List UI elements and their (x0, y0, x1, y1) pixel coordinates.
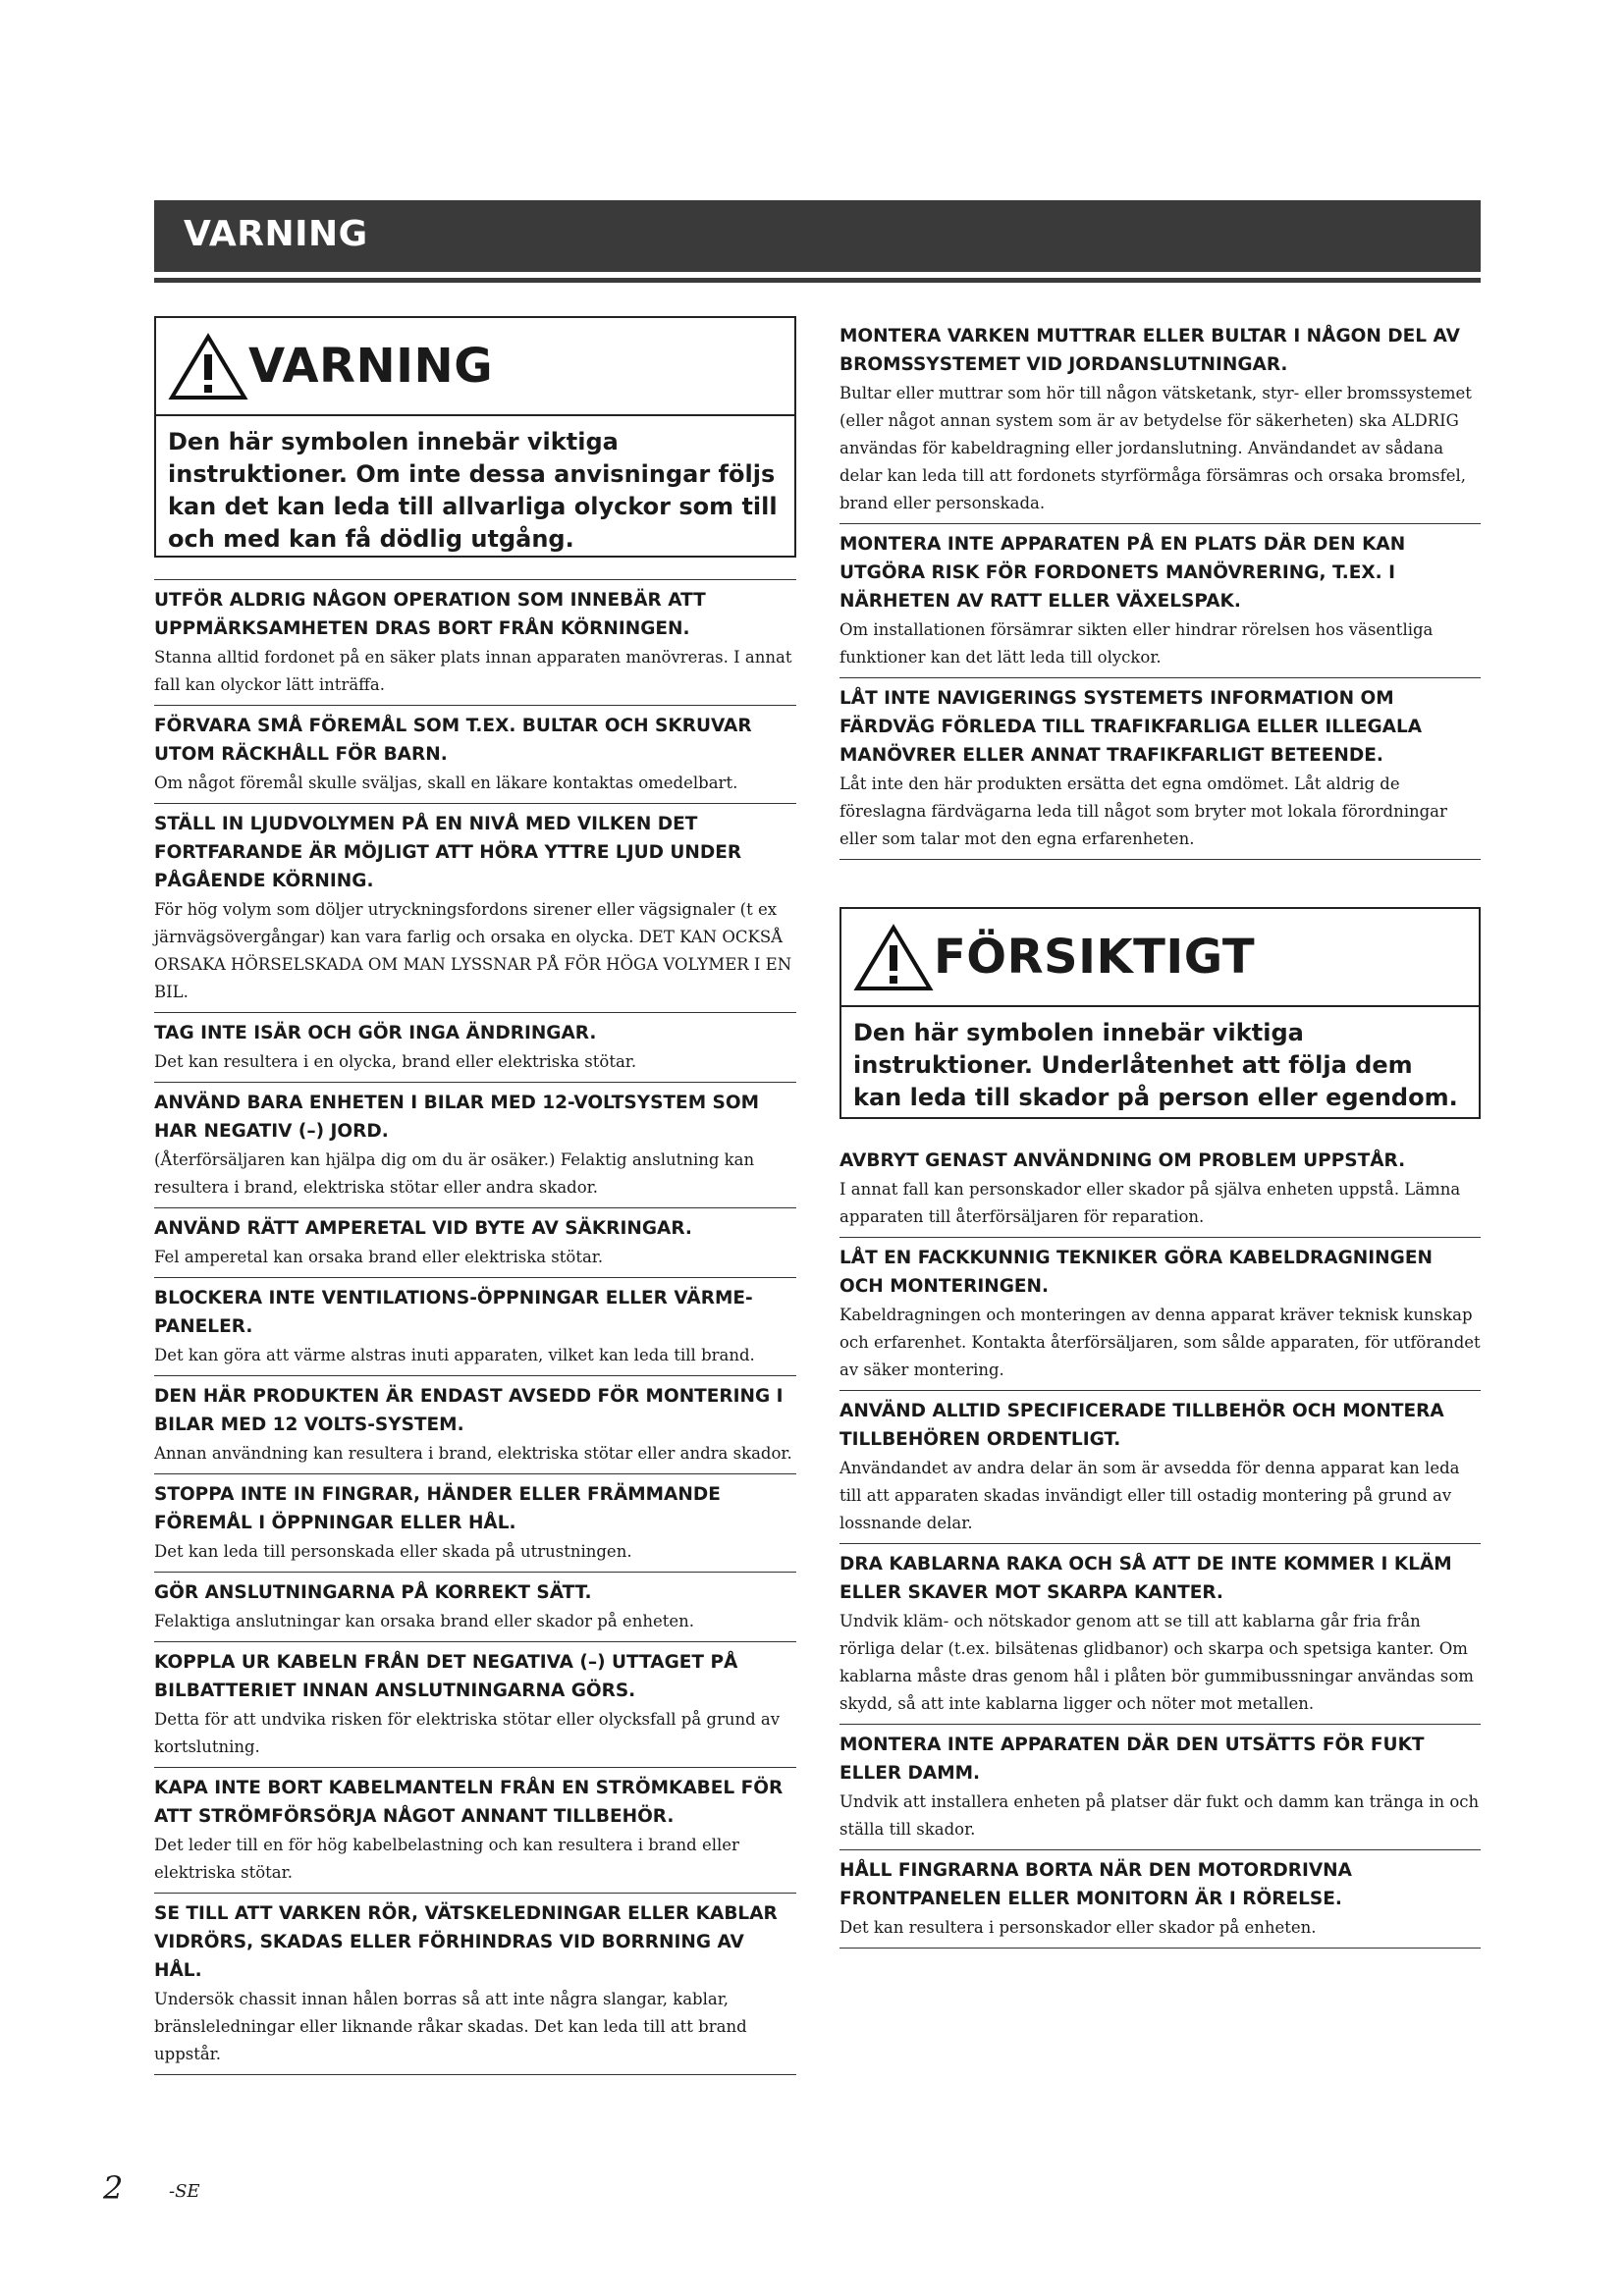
right-item-list-bottom (839, 1141, 1481, 1949)
warning-item (154, 1894, 796, 2075)
section-title: VARNING (184, 214, 368, 254)
warning-item (839, 1238, 1481, 1391)
warning-item (839, 1544, 1481, 1725)
warning-item-body: Det leder till en för hög kabelbelastning och kan resultera i brand eller elektriska stötar. (154, 1836, 739, 1882)
warning-item (154, 1208, 796, 1278)
caution-box-title: FÖRSIKTIGT (934, 930, 1256, 985)
warning-item (154, 1768, 796, 1894)
warning-item-body: (Återförsäljaren kan hjälpa dig om du är osäker.) Felaktig anslutning kan resultera i brand, elektriska stötar eller andra skador. (154, 1150, 755, 1197)
warning-item-heading: FÖRVARA SMÅ FÖREMÅL SOM T.EX. BULTAR OCH SKRUVAR UTOM RÄCKHÅLL FÖR BARN. (154, 716, 752, 765)
warning-item-body: Det kan leda till personskada eller skada på utrustningen. (154, 1542, 632, 1561)
warning-item-body: Om något föremål skulle sväljas, skall en läkare kontaktas omedelbart. (154, 774, 738, 792)
language-suffix: -SE (169, 2181, 200, 2202)
warning-item (839, 1850, 1481, 1949)
warning-item-body: Annan användning kan resultera i brand, elektriska stötar eller andra skador. (154, 1444, 792, 1463)
warning-item-heading: LÅT INTE NAVIGERINGS SYSTEMETS INFORMATION OM FÄRDVÄG FÖRLEDA TILL TRAFIKFARLIGA ELLER ILLEGALA MANÖVRER ELLER ANNAT TRAFIKFARLIGT BETEENDE. (839, 688, 1423, 766)
warning-item-body: Felaktiga anslutningar kan orsaka brand eller skador på enheten. (154, 1612, 694, 1630)
warning-item-heading: UTFÖR ALDRIG NÅGON OPERATION SOM INNEBÄR ATT UPPMÄRKSAMHETEN DRAS BORT FRÅN KÖRNINGEN. (154, 590, 706, 639)
warning-item-heading: GÖR ANSLUTNINGARNA PÅ KORREKT SÄTT. (154, 1582, 592, 1603)
left-column (154, 316, 796, 2075)
page-number: 2 (103, 2169, 124, 2207)
warning-item-heading: DRA KABLARNA RAKA OCH SÅ ATT DE INTE KOMMER I KLÄM ELLER SKAVER MOT SKARPA KANTER. (839, 1554, 1452, 1603)
warning-item-heading: MONTERA INTE APPARATEN DÄR DEN UTSÄTTS FÖR FUKT ELLER DAMM. (839, 1735, 1425, 1784)
warning-item-heading: KOPPLA UR KABELN FRÅN DET NEGATIVA (–) UTTAGET PÅ BILBATTERIET INNAN ANSLUTNINGARNA GÖRS. (154, 1652, 738, 1701)
caution-box-title-row (841, 909, 1479, 1007)
warning-item-heading: TAG INTE ISÄR OCH GÖR INGA ÄNDRINGAR. (154, 1023, 597, 1043)
warning-item-heading: STOPPA INTE IN FINGRAR, HÄNDER ELLER FRÄMMANDE FÖREMÅL I ÖPPNINGAR ELLER HÅL. (154, 1484, 721, 1533)
warning-item-heading: HÅLL FINGRARNA BORTA NÄR DEN MOTORDRIVNA FRONTPANELEN ELLER MONITORN ÄR I RÖRELSE. (839, 1860, 1352, 1909)
warning-item (154, 1278, 796, 1376)
warning-item (154, 1474, 796, 1573)
warning-triangle-icon (168, 331, 248, 401)
caution-box (839, 907, 1481, 1119)
warning-box-title-row (156, 318, 794, 416)
warning-item-heading: SE TILL ATT VARKEN RÖR, VÄTSKELEDNINGAR ELLER KABLAR VIDRÖRS, SKADAS ELLER FÖRHINDRAS VID BORRNING AV HÅL. (154, 1903, 778, 1981)
warning-item (839, 316, 1481, 524)
warning-item-body: Undersök chassit innan hålen borras så att inte några slangar, kablar, bränsleledningar eller liknande råkar skadas. Det kan leda till att brand uppstår. (154, 1990, 747, 2063)
warning-item-body: Undvik att installera enheten på platser där fukt och damm kan tränga in och ställa till skador. (839, 1792, 1480, 1839)
warning-item (154, 580, 796, 706)
warning-item-body: Låt inte den här produkten ersätta det egna omdömet. Låt aldrig de föreslagna färdvägarna leda till något som bryter mot lokala förordningar eller som talar mot den egna erfarenheten. (839, 774, 1447, 848)
warning-item (154, 1376, 796, 1474)
warning-item-heading: STÄLL IN LJUDVOLYMEN PÅ EN NIVÅ MED VILKEN DET FORTFARANDE ÄR MÖJLIGT ATT HÖRA YTTRE LJUD UNDER PÅGÅENDE KÖRNING. (154, 814, 742, 891)
left-item-list (154, 579, 796, 2075)
warning-item (154, 1083, 796, 1208)
warning-item-heading: ANVÄND BARA ENHETEN I BILAR MED 12-VOLTSYSTEM SOM HAR NEGATIV (–) JORD. (154, 1093, 760, 1142)
warning-item (154, 1642, 796, 1768)
warning-item-body: Undvik kläm- och nötskador genom att se till att kablarna går fria från rörliga delar (t.ex. bilsätenas glidbanor) och skarpa och spetsiga kanter. Om kablarna måste dras genom hål i plåten bör gummibussningar användas som skydd, så att inte kablarna ligger och nöter mot metallen. (839, 1612, 1474, 1713)
warning-item-body: I annat fall kan personskador eller skador på själva enheten uppstå. Lämna apparaten till återförsäljaren för reparation. (839, 1180, 1461, 1226)
warning-item-body: Kabeldragningen och monteringen av denna apparat kräver teknisk kunskap och erfarenhet. Kontakta återförsäljaren, som sålde apparaten, för utförandet av säker montering. (839, 1306, 1481, 1379)
warning-triangle-icon (853, 922, 934, 992)
warning-item-body: För hög volym som döljer utryckningsfordons sirener eller vägsignaler (t ex järnvägsövergångar) kan vara farlig och orsaka en olycka. DET KAN OCKSÅ ORSAKA HÖRSELSKADA OM MAN LYSSNAR PÅ FÖR HÖGA VOLYMER I EN BIL. (154, 900, 792, 1001)
warning-item-heading: ANVÄND ALLTID SPECIFICERADE TILLBEHÖR OCH MONTERA TILLBEHÖREN ORDENTLIGT. (839, 1401, 1444, 1450)
section-header-bar (154, 200, 1481, 272)
warning-item-body: Det kan resultera i en olycka, brand eller elektriska stötar. (154, 1052, 637, 1071)
warning-box-text: Den här symbolen innebär viktiga instruktioner. Om inte dessa anvisningar följs kan det kan leda till allvarliga olyckor som till och med kan få dödlig utgång. (168, 428, 778, 553)
warning-item (154, 706, 796, 804)
warning-item-body: Om installationen försämrar sikten eller hindrar rörelsen hos väsentliga funktioner kan det lätt leda till olyckor. (839, 620, 1434, 667)
warning-item (839, 524, 1481, 678)
warning-item (154, 804, 796, 1013)
warning-item (154, 1013, 796, 1083)
warning-item (839, 1391, 1481, 1544)
warning-box-title: VARNING (248, 339, 494, 394)
warning-item-heading: LÅT EN FACKKUNNIG TEKNIKER GÖRA KABELDRAGNINGEN OCH MONTERINGEN. (839, 1248, 1433, 1297)
warning-item-body: Användandet av andra delar än som är avsedda för denna apparat kan leda till att apparaten skadas invändigt eller till ostadig montering på grund av lossnande delar. (839, 1459, 1460, 1532)
warning-item (839, 1725, 1481, 1850)
warning-item-body: Det kan resultera i personskador eller skador på enheten. (839, 1918, 1317, 1937)
warning-box (154, 316, 796, 558)
warning-item-body: Bultar eller muttrar som hör till någon vätsketank, styr- eller bromssystemet (eller något annan system som är av betydelse för säkerheten) ska ALDRIG användas för kabeldragning eller jordanslutning. Användandet av sådana delar kan leda till att fordonets styrförmåga försämras och orsaka bromsfel, brand eller personskada. (839, 384, 1472, 512)
warning-item (839, 678, 1481, 860)
warning-item-body: Stanna alltid fordonet på en säker plats innan apparaten manövreras. I annat fall kan olyckor lätt inträffa. (154, 648, 792, 694)
warning-item-heading: AVBRYT GENAST ANVÄNDNING OM PROBLEM UPPSTÅR. (839, 1150, 1406, 1171)
warning-item-body: Det kan göra att värme alstras inuti apparaten, vilket kan leda till brand. (154, 1346, 755, 1364)
warning-item (839, 1141, 1481, 1238)
warning-item-heading: BLOCKERA INTE VENTILATIONS-ÖPPNINGAR ELLER VÄRME-PANELER. (154, 1288, 753, 1337)
warning-item-body: Detta för att undvika risken för elektriska stötar eller olycksfall på grund av kortslutning. (154, 1710, 781, 1756)
warning-item (154, 1573, 796, 1642)
warning-item-heading: KAPA INTE BORT KABELMANTELN FRÅN EN STRÖMKABEL FÖR ATT STRÖMFÖRSÖRJA NÅGOT ANNANT TILLBEHÖR. (154, 1778, 784, 1827)
caution-box-text: Den här symbolen innebär viktiga instruktioner. Underlåtenhet att följa dem kan leda till skador på person eller egendom. (853, 1019, 1458, 1111)
header-rule (154, 278, 1481, 283)
warning-item-heading: ANVÄND RÄTT AMPERETAL VID BYTE AV SÄKRINGAR. (154, 1218, 692, 1239)
warning-item-heading: DEN HÄR PRODUKTEN ÄR ENDAST AVSEDD FÖR MONTERING I BILAR MED 12 VOLTS-SYSTEM. (154, 1386, 784, 1435)
warning-item-heading: MONTERA INTE APPARATEN PÅ EN PLATS DÄR DEN KAN UTGÖRA RISK FÖR FORDONETS MANÖVRERING, T.EX. I NÄRHETEN AV RATT ELLER VÄXELSPAK. (839, 534, 1406, 612)
right-item-list-top (839, 316, 1481, 860)
right-column (839, 316, 1481, 1949)
warning-item-heading: MONTERA VARKEN MUTTRAR ELLER BULTAR I NÅGON DEL AV BROMSSYSTEMET VID JORDANSLUTNINGAR. (839, 326, 1460, 375)
warning-item-body: Fel amperetal kan orsaka brand eller elektriska stötar. (154, 1248, 604, 1266)
